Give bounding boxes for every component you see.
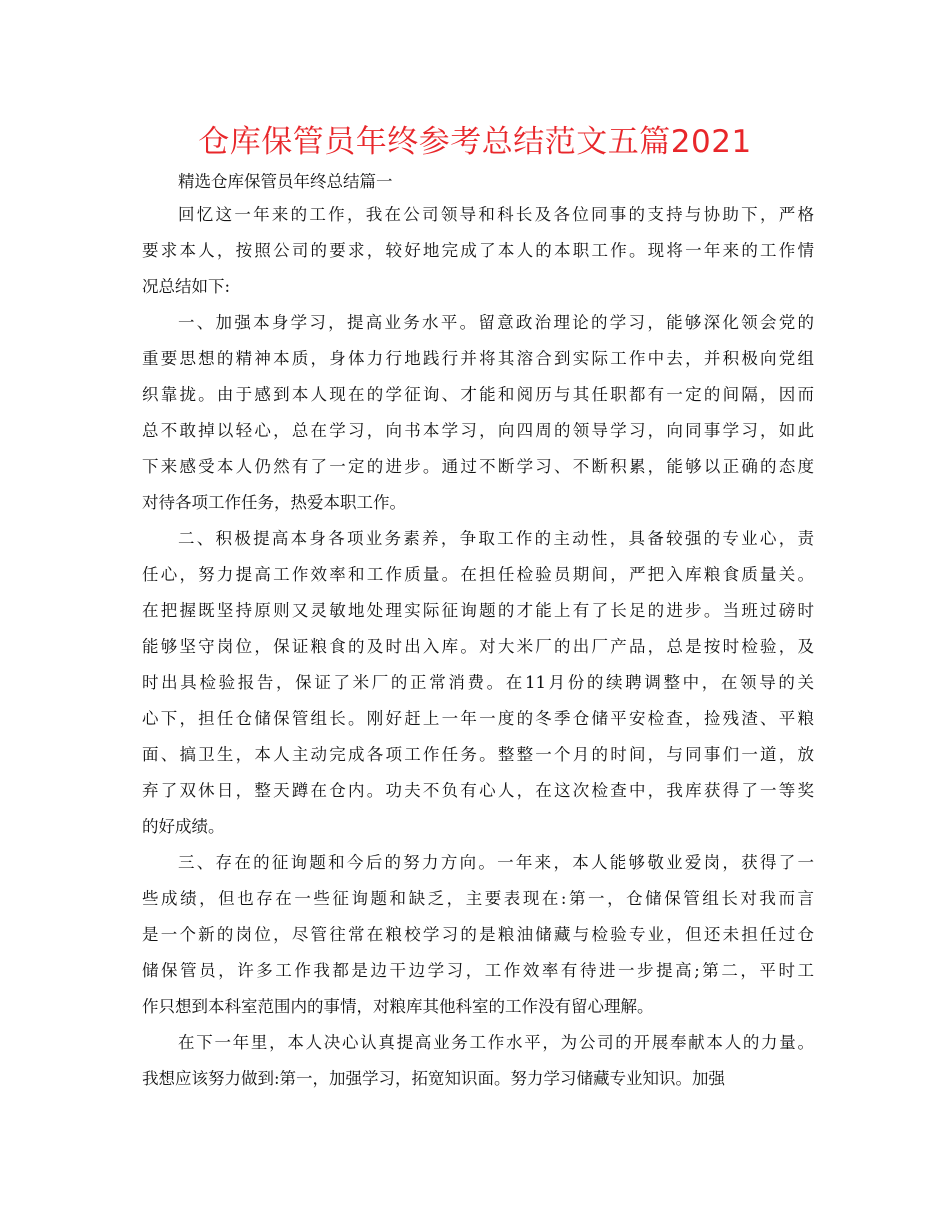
paragraph — [142, 197, 814, 305]
document-body — [142, 166, 814, 1097]
paragraph-line: 在把握既坚持原则又灵敏地处理实际征询题的才能上有了长足的进步。当班过磅时 — [142, 601, 814, 620]
paragraph-line: 织靠拢。由于感到本人现在的学征询、才能和阅历与其任职都有一定的间隔，因而 — [142, 385, 814, 404]
paragraph-line: 在下一年里，本人决心认真提高业务工作水平，为公司的开展奉献本人的力量。 — [178, 1033, 814, 1052]
paragraph — [142, 1025, 814, 1097]
paragraph-line: 能够坚守岗位，保证粮食的及时出入库。对大米厂的出厂产品，总是按时检验，及 — [142, 637, 814, 656]
paragraph-line: 重要思想的精神本质，身体力行地践行并将其溶合到实际工作中去，并积极向党组 — [142, 349, 814, 368]
paragraph-line: 是一个新的岗位，尽管往常在粮校学习的是粮油储藏与检验专业，但还未担任过仓 — [142, 925, 814, 944]
paragraph-line: 心下，担任仓储保管组长。刚好赶上一年一度的冬季仓储平安检查，捡残渣、平粮 — [142, 709, 814, 728]
paragraph-line: 我想应该努力做到:第一，加强学习，拓宽知识面。努力学习储藏专业知识。加强 — [142, 1069, 726, 1088]
paragraph-line: 况总结如下: — [142, 277, 231, 296]
paragraph-line: 二、积极提高本身各项业务素养，争取工作的主动性，具备较强的专业心，责 — [178, 529, 814, 548]
paragraph — [142, 521, 814, 845]
section-subtitle: 精选仓库保管员年终总结篇一 — [178, 172, 393, 191]
paragraph-line: 储保管员，许多工作我都是边干边学习，工作效率有待进一步提高;第二，平时工 — [142, 961, 814, 980]
paragraph — [142, 845, 814, 1025]
paragraph-line: 作只想到本科室范围内的事情，对粮库其他科室的工作没有留心理解。 — [142, 997, 654, 1016]
paragraph-line: 些成绩，但也存在一些征询题和缺乏，主要表现在:第一，仓储保管组长对我而言 — [142, 889, 814, 908]
paragraph-line: 任心，努力提高工作效率和工作质量。在担任检验员期间，严把入库粮食质量关。 — [142, 565, 814, 584]
document-title: 仓库保管员年终参考总结范文五篇2021 — [198, 124, 752, 160]
paragraph-line: 要求本人，按照公司的要求，较好地完成了本人的本职工作。现将一年来的工作情 — [142, 241, 814, 260]
paragraph-line: 弃了双休日，整天蹲在仓内。功夫不负有心人，在这次检查中，我库获得了一等奖 — [142, 781, 814, 800]
paragraph-line: 的好成绩。 — [142, 817, 225, 836]
paragraph — [142, 305, 814, 521]
paragraph-line: 三、存在的征询题和今后的努力方向。一年来，本人能够敬业爱岗，获得了一 — [178, 853, 814, 872]
paragraph-line: 时出具检验报告，保证了米厂的正常消费。在11月份的续聘调整中，在领导的关 — [142, 673, 814, 692]
paragraph-list — [142, 197, 814, 1097]
paragraph-line: 总不敢掉以轻心，总在学习，向书本学习，向四周的领导学习，向同事学习，如此 — [142, 421, 814, 440]
paragraph-line: 一、加强本身学习，提高业务水平。留意政治理论的学习，能够深化领会党的 — [178, 313, 814, 332]
paragraph-line: 回忆这一年来的工作，我在公司领导和科长及各位同事的支持与协助下，严格 — [178, 205, 814, 224]
paragraph-line: 下来感受本人仍然有了一定的进步。通过不断学习、不断积累，能够以正确的态度 — [142, 457, 814, 476]
paragraph-line: 面、搞卫生，本人主动完成各项工作任务。整整一个月的时间，与同事们一道，放 — [142, 745, 814, 764]
paragraph-line: 对待各项工作任务，热爱本职工作。 — [142, 493, 406, 512]
